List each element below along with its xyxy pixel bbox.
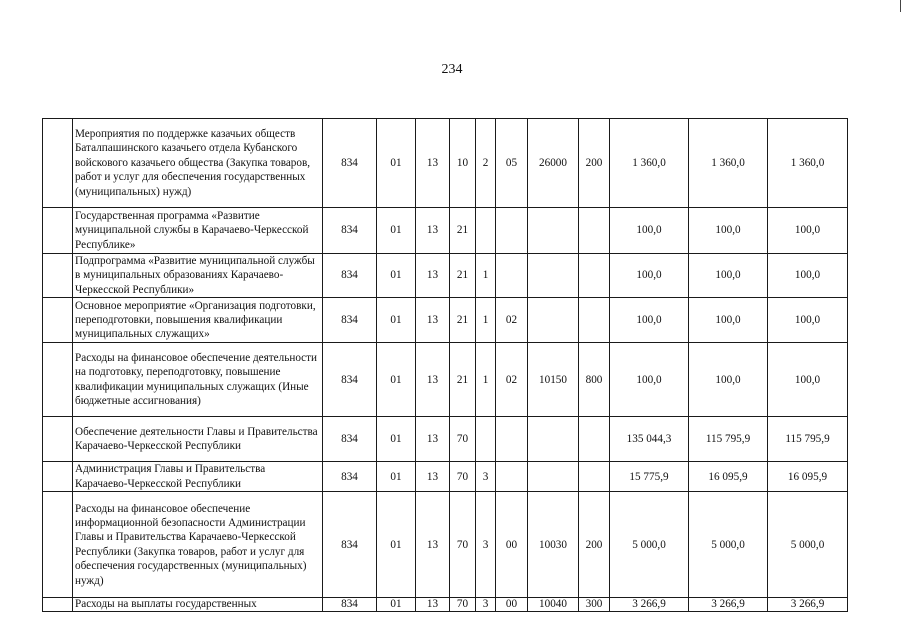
expense-type-cell	[579, 298, 610, 343]
amount-year-2-cell: 1 360,0	[689, 119, 768, 208]
subprogram-code-cell: 1	[476, 254, 496, 298]
scan-edge-mark	[900, 0, 901, 12]
subprogram-code-cell: 1	[476, 298, 496, 343]
ministry-code-cell: 834	[323, 208, 377, 254]
event-code-cell	[496, 208, 528, 254]
event-code-cell	[496, 254, 528, 298]
blank-margin-cell	[43, 417, 73, 462]
direction-code-cell	[528, 298, 579, 343]
table-row	[43, 343, 848, 417]
subsection-code-cell: 13	[416, 298, 450, 343]
amount-year-1-cell: 100,0	[610, 298, 689, 343]
program-code-cell: 21	[450, 298, 476, 343]
event-code-cell: 00	[496, 598, 528, 612]
section-code-cell: 01	[377, 343, 416, 417]
expense-type-cell: 800	[579, 343, 610, 417]
amount-year-1-cell: 135 044,3	[610, 417, 689, 462]
amount-year-2-cell: 100,0	[689, 254, 768, 298]
blank-margin-cell	[43, 492, 73, 598]
subprogram-code-cell	[476, 417, 496, 462]
blank-margin-cell	[43, 298, 73, 343]
subsection-code-cell: 13	[416, 119, 450, 208]
amount-year-1-cell: 100,0	[610, 208, 689, 254]
amount-year-3-cell: 100,0	[768, 343, 848, 417]
table-row	[43, 492, 848, 598]
amount-year-3-cell: 5 000,0	[768, 492, 848, 598]
ministry-code-cell: 834	[323, 298, 377, 343]
event-code-cell	[496, 417, 528, 462]
amount-year-2-cell: 100,0	[689, 298, 768, 343]
ministry-code-cell: 834	[323, 119, 377, 208]
subsection-code-cell: 13	[416, 492, 450, 598]
row-description: Государственная программа «Развитие муниципальной службы в Карачаево-Черкесской Республике»	[73, 208, 323, 254]
amount-year-3-cell: 115 795,9	[768, 417, 848, 462]
amount-year-3-cell: 100,0	[768, 254, 848, 298]
amount-year-3-cell: 100,0	[768, 208, 848, 254]
table-row	[43, 417, 848, 462]
table-row	[43, 598, 848, 612]
subprogram-code-cell: 3	[476, 598, 496, 612]
amount-year-2-cell: 115 795,9	[689, 417, 768, 462]
program-code-cell: 21	[450, 343, 476, 417]
program-code-cell: 70	[450, 462, 476, 492]
subprogram-code-cell: 3	[476, 492, 496, 598]
program-code-cell: 70	[450, 417, 476, 462]
expense-type-cell	[579, 417, 610, 462]
table-row	[43, 208, 848, 254]
table-row	[43, 462, 848, 492]
event-code-cell	[496, 462, 528, 492]
blank-margin-cell	[43, 462, 73, 492]
section-code-cell: 01	[377, 298, 416, 343]
direction-code-cell	[528, 462, 579, 492]
expense-type-cell	[579, 462, 610, 492]
subprogram-code-cell	[476, 208, 496, 254]
program-code-cell: 70	[450, 492, 476, 598]
section-code-cell: 01	[377, 417, 416, 462]
row-description: Подпрограмма «Развитие муниципальной службы в муниципальных образованиях Карачаево-Черкесской Республики»	[73, 254, 323, 298]
section-code-cell: 01	[377, 598, 416, 612]
amount-year-2-cell: 100,0	[689, 208, 768, 254]
direction-code-cell	[528, 417, 579, 462]
subprogram-code-cell: 1	[476, 343, 496, 417]
blank-margin-cell	[43, 208, 73, 254]
ministry-code-cell: 834	[323, 343, 377, 417]
subsection-code-cell: 13	[416, 598, 450, 612]
amount-year-3-cell: 3 266,9	[768, 598, 848, 612]
table-row	[43, 298, 848, 343]
amount-year-2-cell: 100,0	[689, 343, 768, 417]
row-description: Обеспечение деятельности Главы и Правительства Карачаево-Черкесской Республики	[73, 417, 323, 462]
blank-margin-cell	[43, 119, 73, 208]
row-description: Расходы на выплаты государственных	[73, 598, 323, 612]
ministry-code-cell: 834	[323, 462, 377, 492]
ministry-code-cell: 834	[323, 254, 377, 298]
subprogram-code-cell: 3	[476, 462, 496, 492]
subsection-code-cell: 13	[416, 343, 450, 417]
direction-code-cell: 10150	[528, 343, 579, 417]
section-code-cell: 01	[377, 208, 416, 254]
ministry-code-cell: 834	[323, 417, 377, 462]
table-row	[43, 254, 848, 298]
event-code-cell: 00	[496, 492, 528, 598]
subsection-code-cell: 13	[416, 208, 450, 254]
direction-code-cell: 26000	[528, 119, 579, 208]
event-code-cell: 02	[496, 298, 528, 343]
expense-type-cell: 200	[579, 119, 610, 208]
program-code-cell: 10	[450, 119, 476, 208]
blank-margin-cell	[43, 254, 73, 298]
subprogram-code-cell: 2	[476, 119, 496, 208]
subsection-code-cell: 13	[416, 417, 450, 462]
direction-code-cell	[528, 254, 579, 298]
program-code-cell: 70	[450, 598, 476, 612]
event-code-cell: 05	[496, 119, 528, 208]
section-code-cell: 01	[377, 119, 416, 208]
expense-type-cell: 300	[579, 598, 610, 612]
row-description: Расходы на финансовое обеспечение информационной безопасности Администрации Главы и Правительства Карачаево-Черкесской Республики (Закупка товаров, работ и услуг для обеспечения государственных (муниципальных) нужд)	[73, 492, 323, 598]
section-code-cell: 01	[377, 462, 416, 492]
amount-year-1-cell: 5 000,0	[610, 492, 689, 598]
table-row	[43, 119, 848, 208]
ministry-code-cell: 834	[323, 492, 377, 598]
amount-year-1-cell: 15 775,9	[610, 462, 689, 492]
subsection-code-cell: 13	[416, 254, 450, 298]
program-code-cell: 21	[450, 254, 476, 298]
row-description: Мероприятия по поддержке казачьих обществ Баталпашинского казачьего отдела Кубанского войскового казачьего общества (Закупка товаров, работ и услуг для обеспечения государственных (муниципальных) нужд)	[73, 119, 323, 208]
expense-type-cell	[579, 254, 610, 298]
page-number: 234	[441, 62, 463, 77]
amount-year-3-cell: 16 095,9	[768, 462, 848, 492]
amount-year-2-cell: 16 095,9	[689, 462, 768, 492]
row-description: Основное мероприятие «Организация подготовки, переподготовки, повышения квалификации муниципальных служащих»	[73, 298, 323, 343]
ministry-code-cell: 834	[323, 598, 377, 612]
amount-year-2-cell: 3 266,9	[689, 598, 768, 612]
expense-type-cell: 200	[579, 492, 610, 598]
amount-year-1-cell: 100,0	[610, 254, 689, 298]
section-code-cell: 01	[377, 254, 416, 298]
section-code-cell: 01	[377, 492, 416, 598]
subsection-code-cell: 13	[416, 462, 450, 492]
row-description: Администрация Главы и Правительства Карачаево-Черкесской Республики	[73, 462, 323, 492]
row-description: Расходы на финансовое обеспечение деятельности на подготовку, переподготовку, повышение квалификации муниципальных служащих (Иные бюджетные ассигнования)	[73, 343, 323, 417]
event-code-cell: 02	[496, 343, 528, 417]
amount-year-1-cell: 3 266,9	[610, 598, 689, 612]
blank-margin-cell	[43, 343, 73, 417]
amount-year-3-cell: 1 360,0	[768, 119, 848, 208]
amount-year-1-cell: 1 360,0	[610, 119, 689, 208]
program-code-cell: 21	[450, 208, 476, 254]
amount-year-3-cell: 100,0	[768, 298, 848, 343]
amount-year-2-cell: 5 000,0	[689, 492, 768, 598]
direction-code-cell	[528, 208, 579, 254]
blank-margin-cell	[43, 598, 73, 612]
expense-type-cell	[579, 208, 610, 254]
budget-table	[42, 118, 848, 612]
direction-code-cell: 10030	[528, 492, 579, 598]
amount-year-1-cell: 100,0	[610, 343, 689, 417]
direction-code-cell: 10040	[528, 598, 579, 612]
